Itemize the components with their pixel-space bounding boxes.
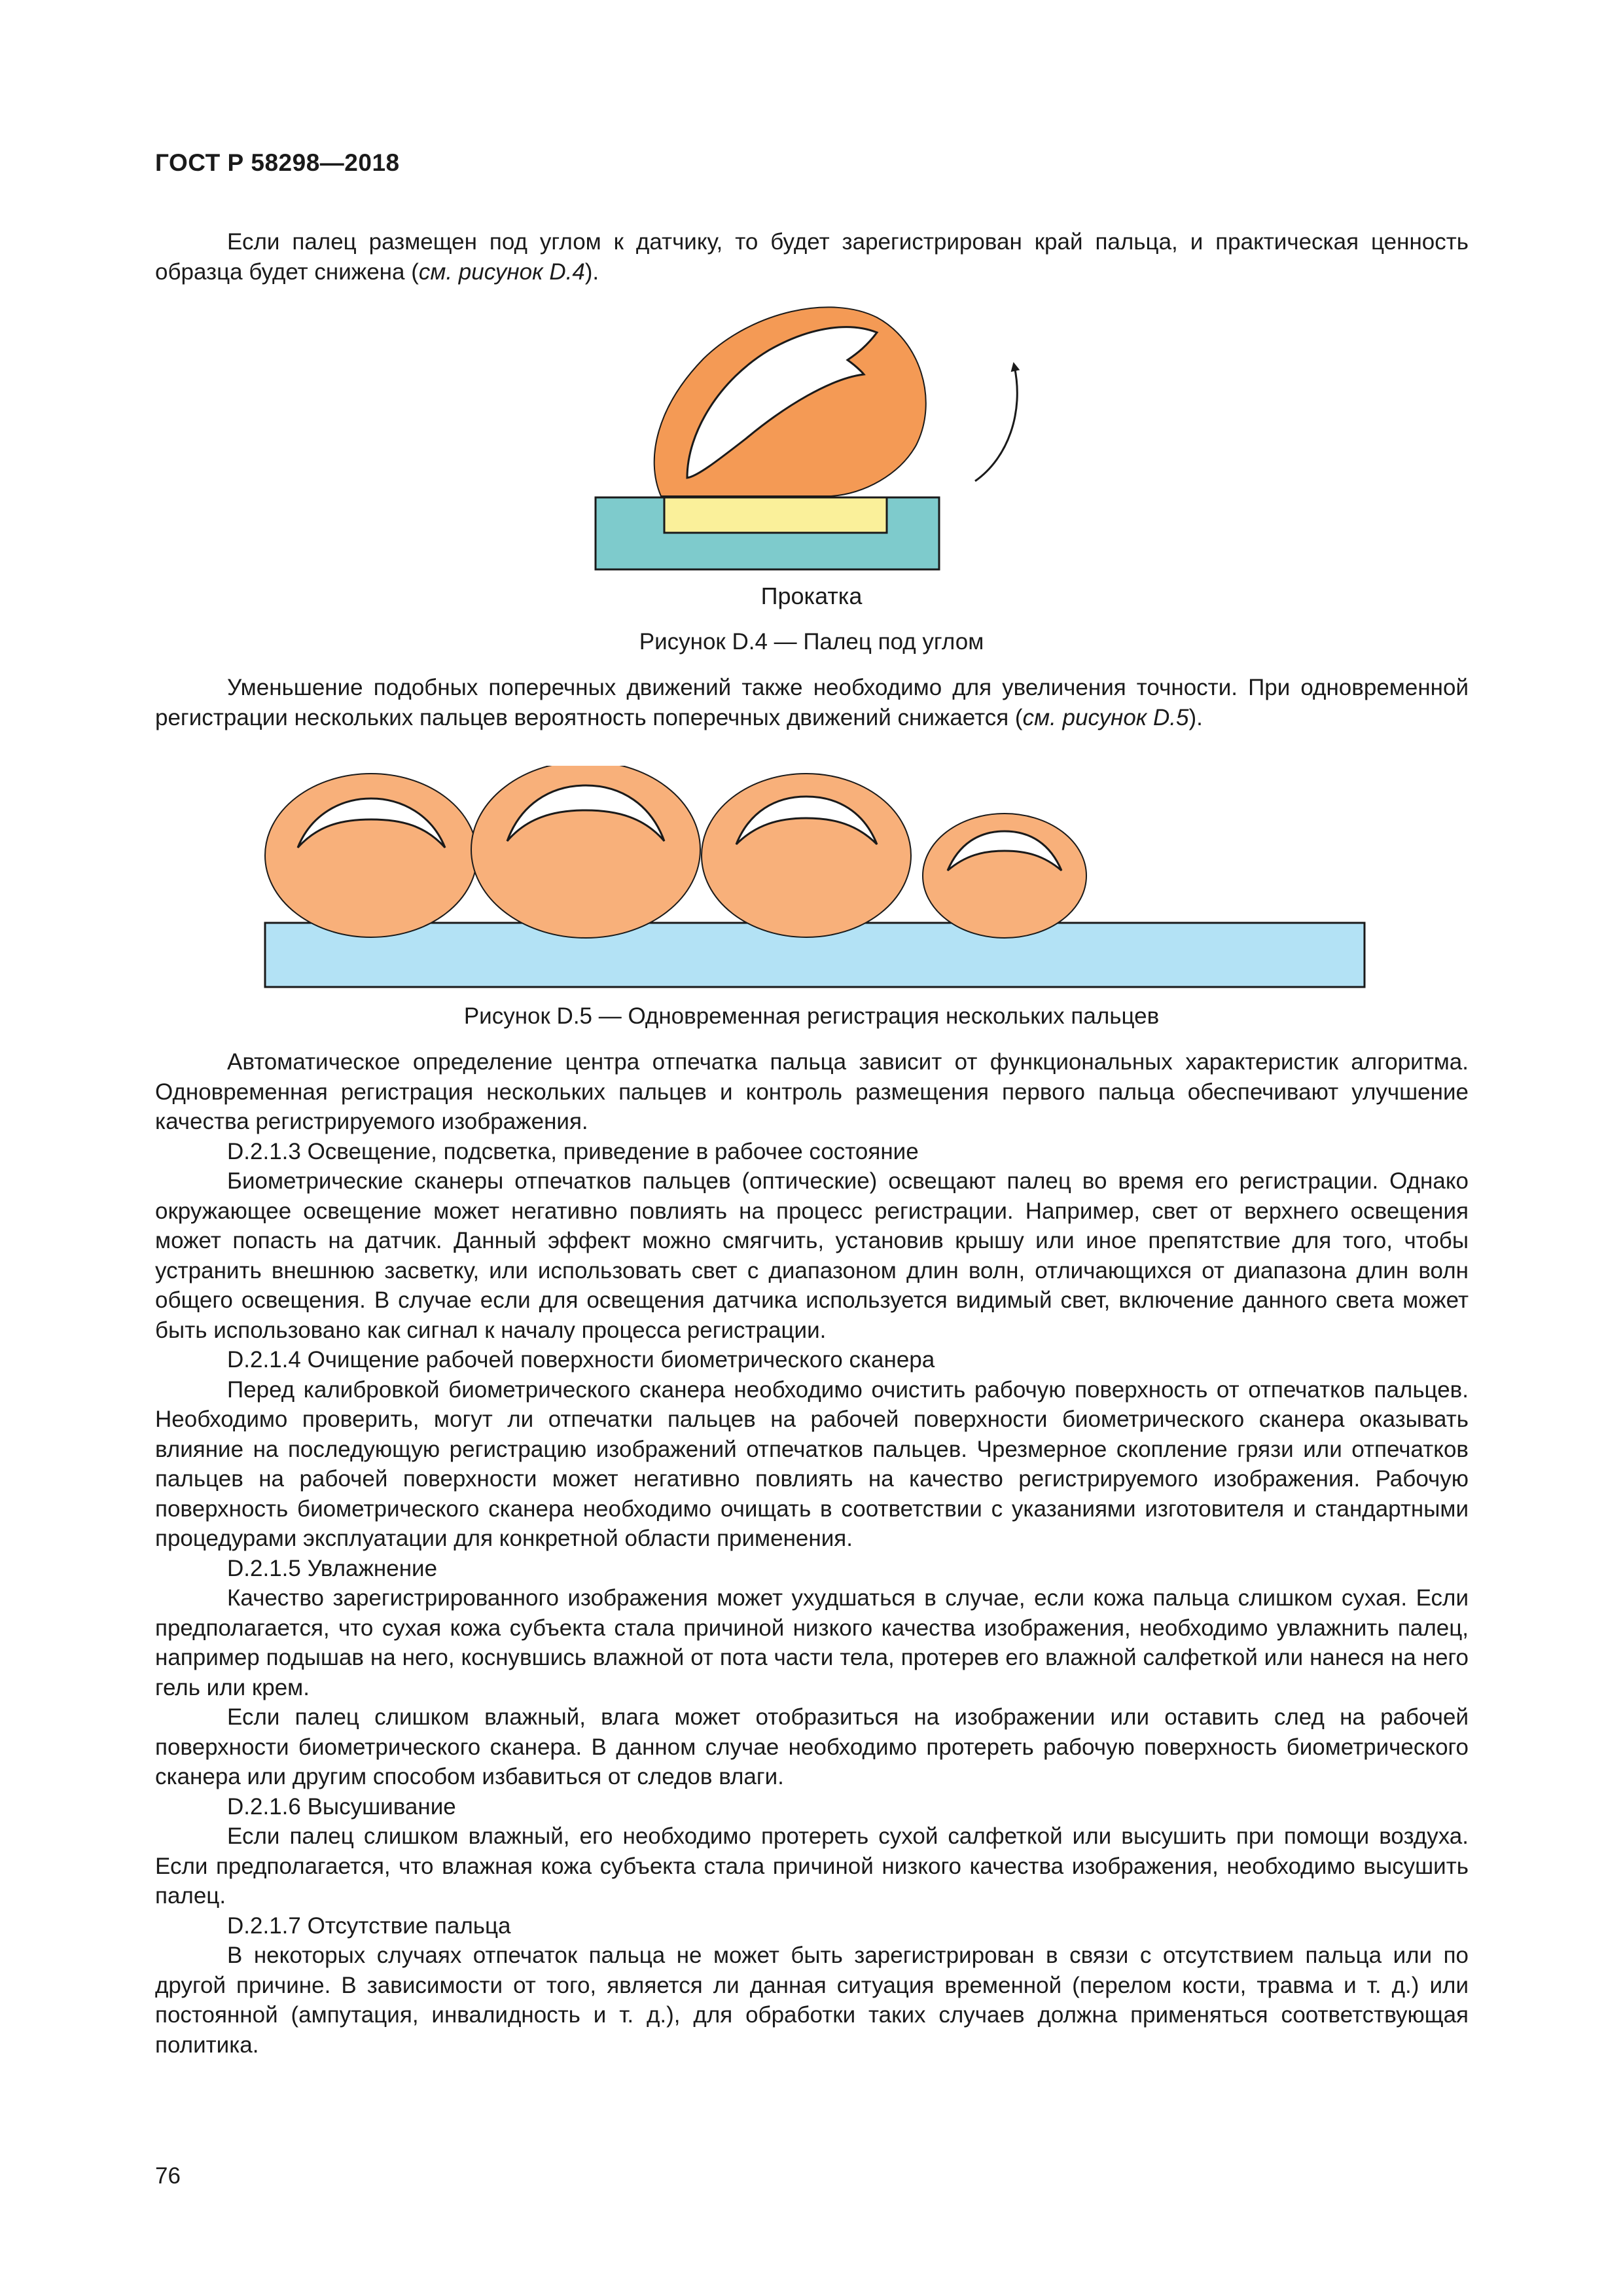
page-number: 76 [155, 2163, 181, 2189]
intro-paragraph: Если палец размещен под углом к датчику, то будет зарегистрирован край пальца, и практическая ценность образца будет снижена (см. рисунок D.4). [155, 229, 1469, 285]
paragraph: Биометрические сканеры отпечатков пальцев (оптические) освещают палец во время его регистрации. Однако окружающее освещение может негативно повлиять на процесс регистрации. Например, свет от верхнего освещения может попасть на датчик. Данный эффект можно смягчить, установив крышу или иное препятствие для того, чтобы устранить внешнюю засветку, или использовать свет с диапазоном длин волн, отличающихся от диапазона длин волн общего освещения. В случае если для освещения датчика используется видимый свет, включение данного света может быть использовано как сигнал к началу процесса регистрации. [155, 1168, 1469, 1343]
main-text [155, 1047, 1469, 2060]
section-heading: D.2.1.7 Отсутствие пальца [227, 1912, 511, 1939]
paragraph: В некоторых случаях отпечаток пальца не может быть зарегистрирован в связи с отсутствием пальца или по другой причине. В зависимости от того, является ли данная ситуация временной (перелом кости, травма и т. д.) или постоянной (ампутация, инвалидность и т. д.), для обработки таких случаев должна применяться соответствующая политика. [155, 1943, 1469, 2058]
figure-d5-caption: Рисунок D.5 — Одновременная регистрация нескольких пальцев [463, 1003, 1160, 1029]
document-header: ГОСТ Р 58298—2018 [155, 149, 400, 176]
finger-4 [923, 814, 1086, 938]
mid-paragraph: Уменьшение подобных поперечных движений также необходимо для увеличения точности. При одновременной регистрации нескольких пальцев вероятность поперечных движений снижается (см. рисунок D.5). [155, 675, 1469, 730]
paragraph: Если палец слишком влажный, влага может отобразиться на изображении или оставить след на рабочей поверхности биометрического сканера. В данном случае необходимо протереть рабочую поверхность биометрического сканера или другим способом избавиться от следов влаги. [155, 1704, 1469, 1789]
figure-d4-finger-at-angle [589, 301, 1034, 576]
paragraph: Автоматическое определение центра отпечатка пальца зависит от функциональных характеристик алгоритма. Одновременная регистрация нескольких пальцев и контроль размещения первого пальца обеспечивают улучшение качества регистрируемого изображения. [155, 1049, 1469, 1134]
figure-reference: см. рисунок D.5 [1022, 704, 1189, 730]
figure-d4-label: Прокатка [760, 583, 863, 609]
finger-2 [471, 766, 700, 938]
figure-d4-caption: Рисунок D.4 — Палец под углом [639, 629, 984, 655]
section-heading: D.2.1.6 Высушивание [227, 1793, 456, 1820]
section-heading: D.2.1.4 Очищение рабочей поверхности биометрического сканера [227, 1347, 935, 1372]
rolling-arrow [975, 367, 1017, 481]
sensor-window [664, 497, 887, 533]
paragraph: Если палец слишком влажный, его необходимо протереть сухой салфеткой или высушить при помощи воздуха. Если предполагается, что влажная кожа субъекта стала причиной низкого качества изображения, необходимо высушить палец. [155, 1823, 1469, 1909]
section-heading: D.2.1.5 Увлажнение [227, 1555, 438, 1581]
paragraph: Перед калибровкой биометрического сканера необходимо очистить рабочую поверхность от отпечатков пальцев. Необходимо проверить, могут ли отпечатки пальцев на рабочей поверхности биометрического сканера оказывать влияние на последующую регистрацию изображений отпечатков пальцев. Чрезмерное скопление грязи или отпечатков пальцев на рабочей поверхности может негативно повлиять на качество регистрируемого изображения. Рабочую поверхность биометрического сканера необходимо очищать в соответствии с указаниями изготовителя и стандартными процедурами эксплуатации для конкретной области применения. [155, 1376, 1469, 1551]
section-heading: D.2.1.3 Освещение, подсветка, приведение в рабочее состояние [227, 1138, 919, 1164]
figure-reference: см. рисунок D.4 [418, 259, 585, 285]
finger-1 [265, 774, 477, 937]
paragraph: Качество зарегистрированного изображения может ухудшаться в случае, если кожа пальца слишком сухая. Если предполагается, что сухая кожа субъекта стала причиной низкого качества изображения, необходимо увлажнить палец, например подышав на него, коснувшись влажной от пота части тела, протерев его влажной салфеткой или нанеся на него гель или крем. [155, 1585, 1469, 1700]
finger-3 [702, 774, 911, 937]
figure-d5-multiple-fingers [262, 766, 1374, 988]
